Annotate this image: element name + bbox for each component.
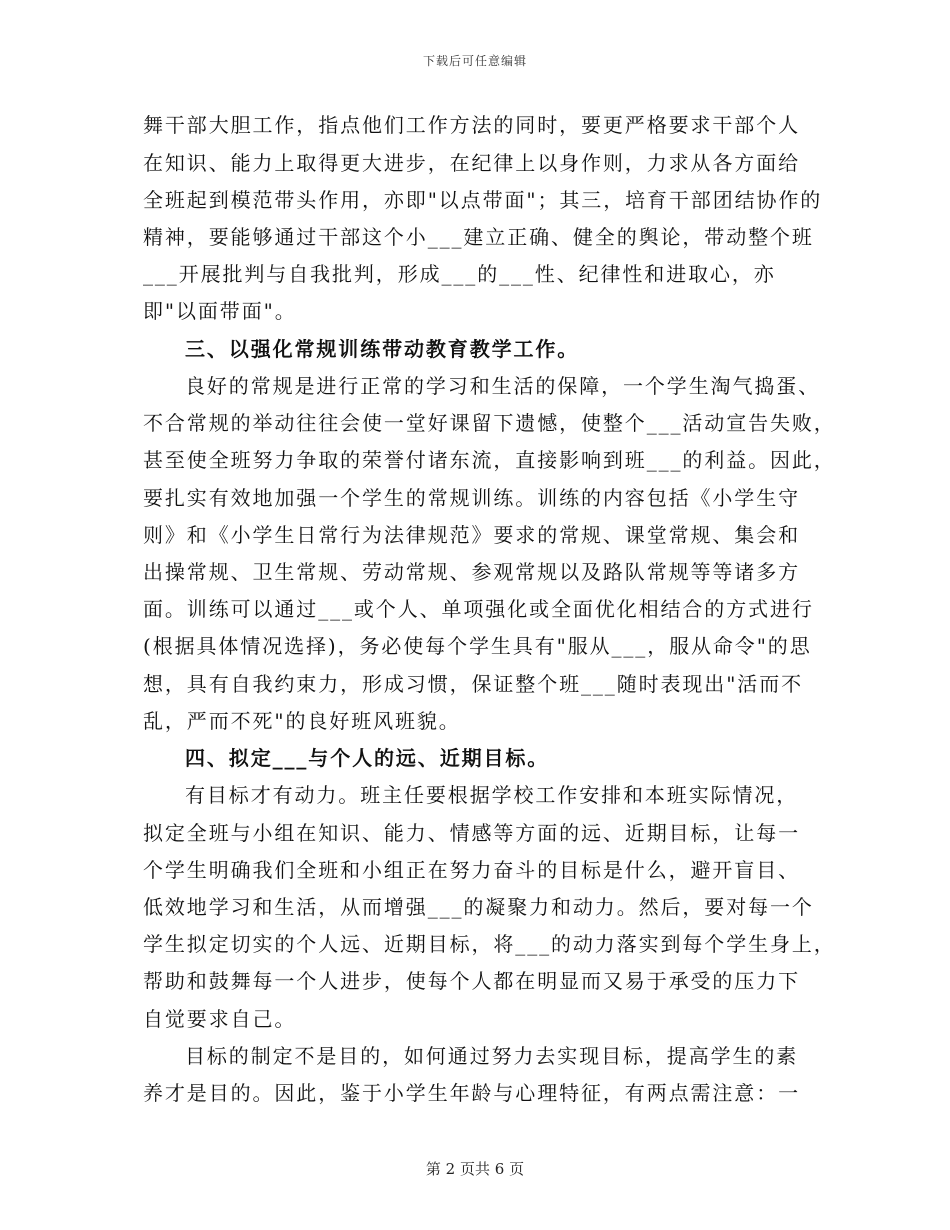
text-line: 在知识、能力上取得更大进步，在纪律上以身作则，力求从各方面给 bbox=[143, 151, 800, 175]
text-line: 想，具有自我约束力，形成习惯，保证整个班___随时表现出"活而不 bbox=[143, 672, 803, 696]
text-line: 有目标才有动力。班主任要根据学校工作安排和本班实际情况， bbox=[185, 783, 799, 807]
text-line: 养才是目的。因此，鉴于小学生年龄与心理特征，有两点需注意：一 bbox=[143, 1081, 800, 1105]
text-line: 即"以面带面"。 bbox=[143, 299, 297, 323]
text-line: 精神，要能够通过干部这个小___建立正确、健全的舆论，带动整个班 bbox=[143, 225, 814, 249]
text-line: 不合常规的举动往往会使一堂好课留下遗憾，使整个___活动宣告失败， bbox=[143, 411, 836, 435]
page-header: 下载后可任意编辑 bbox=[422, 54, 527, 68]
text-line: 个学生明确我们全班和小组正在努力奋斗的目标是什么，避开盲目、 bbox=[143, 858, 800, 882]
page-footer: 第 2 页共 6 页 bbox=[425, 1160, 525, 1178]
section-heading: 四、拟定___与个人的远、近期目标。 bbox=[185, 746, 550, 770]
text-line: 面。训练可以通过___或个人、单项强化或全面优化相结合的方式进行 bbox=[143, 597, 814, 621]
text-line: 拟定全班与小组在知识、能力、情感等方面的远、近期目标，让每一 bbox=[143, 821, 800, 845]
text-line: 目标的制定不是目的，如何通过努力去实现目标，提高学生的素 bbox=[185, 1044, 799, 1068]
section-heading: 三、以强化常规训练带动教育教学工作。 bbox=[185, 337, 580, 361]
text-line: 乱，严而不死"的良好班风班貌。 bbox=[143, 709, 461, 733]
text-line: 则》和《小学生日常行为法律规范》要求的常规、课堂常规、集会和 bbox=[143, 523, 800, 547]
text-line: 全班起到模范带头作用，亦即"以点带面"；其三，培育干部团结协作的 bbox=[143, 188, 823, 212]
text-line: 甚至使全班努力争取的荣誉付诸东流，直接影响到班___的利益。因此， bbox=[143, 448, 836, 472]
text-line: ___开展批判与自我批判，形成___的___性、纪律性和进取心，亦 bbox=[143, 262, 776, 286]
text-line: 要扎实有效地加强一个学生的常规训练。训练的内容包括《小学生守 bbox=[143, 486, 800, 510]
text-line: (根据具体情况选择)，务必使每个学生具有"服从___，服从命令"的思 bbox=[143, 634, 812, 658]
text-line: 良好的常规是进行正常的学习和生活的保障，一个学生淘气捣蛋、 bbox=[185, 374, 821, 398]
text-line: 自觉要求自己。 bbox=[143, 1007, 297, 1031]
text-line: 帮助和鼓舞每一个人进步，使每个人都在明显而又易于承受的压力下 bbox=[143, 969, 800, 993]
text-line: 舞干部大胆工作，指点他们工作方法的同时，要更严格要求干部个人 bbox=[143, 113, 800, 137]
text-line: 学生拟定切实的个人远、近期目标，将___的动力落实到每个学生身上， bbox=[143, 932, 836, 956]
text-line: 出操常规、卫生常规、劳动常规、参观常规以及路队常规等等诸多方 bbox=[143, 560, 800, 584]
text-line: 低效地学习和生活，从而增强___的凝聚力和动力。然后，要对每一个 bbox=[143, 895, 814, 919]
